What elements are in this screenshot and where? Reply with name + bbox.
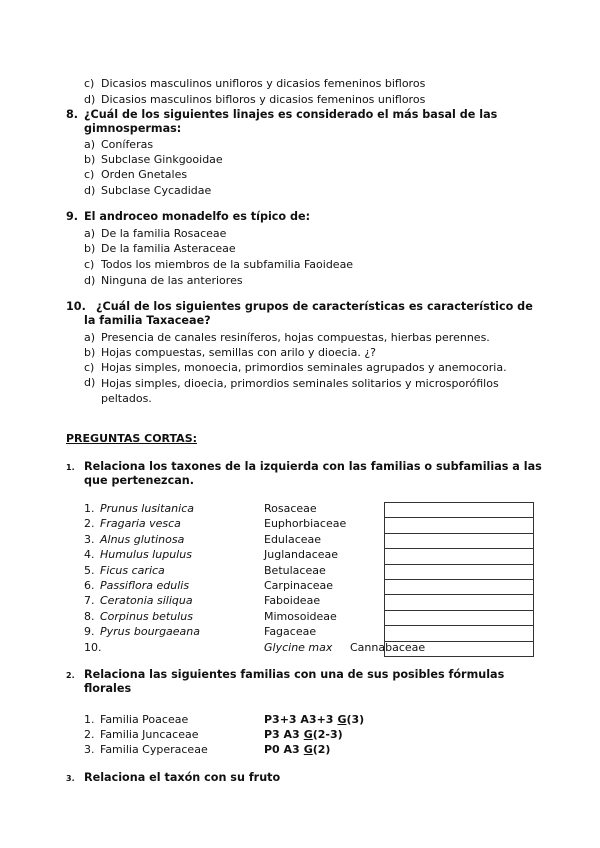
- taxon-name: Passiflora edulis: [100, 579, 190, 592]
- gynoecium-symbol: G: [303, 728, 313, 741]
- option-letter: c): [84, 361, 95, 374]
- family-name: Juglandaceae: [264, 548, 339, 562]
- question-text: Relaciona los taxones de la izquierda con las familias o subfamilias a las que pertenezcan.: [84, 460, 542, 487]
- taxon-name: Ceratonia siliqua: [100, 594, 193, 608]
- floral-formula: [264, 713, 364, 726]
- answer-row: [385, 549, 534, 564]
- option-text: De la familia Asteraceae: [101, 242, 236, 255]
- option-text: De la familia Rosaceae: [101, 227, 227, 240]
- family-name: Faboideae: [264, 594, 321, 608]
- family-name: Euphorbiaceae: [264, 517, 347, 531]
- taxon-number: 3.: [84, 532, 95, 546]
- formula-part: (2): [312, 743, 331, 756]
- taxon-number: 9.: [84, 625, 95, 639]
- formula-part: (2-3): [312, 728, 343, 741]
- option-text: Coníferas: [101, 138, 154, 151]
- option-letter: b): [84, 346, 96, 359]
- taxon-number: 5.: [84, 563, 95, 577]
- gynoecium-symbol: G: [303, 743, 313, 756]
- option-text: Presencia de canales resiníferos, hojas compuestas, hierbas perennes.: [101, 331, 490, 344]
- family-name: Familia Poaceae: [100, 713, 189, 726]
- family-name: Rosaceae: [264, 502, 317, 515]
- formula-part: (3): [346, 713, 365, 726]
- taxon-name: Glycine max: [264, 641, 333, 654]
- family-name: Mimosoideae: [264, 609, 337, 623]
- item-number: 3.: [84, 743, 95, 756]
- answer-cell[interactable]: [385, 595, 534, 610]
- option-letter: a): [84, 331, 96, 344]
- question-text: Relaciona el taxón con su fruto: [84, 771, 281, 784]
- option-text: Todos los miembros de la subfamilia Faoideae: [101, 258, 354, 271]
- option-text: Subclase Ginkgooidae: [101, 153, 223, 166]
- question-text: Relaciona las siguientes familias con una de sus posibles fórmulas florales: [84, 668, 505, 695]
- question-number: 2.: [66, 671, 75, 680]
- family-name: Cannabaceae: [350, 641, 426, 654]
- answer-row: [385, 533, 534, 548]
- answer-cell[interactable]: [385, 549, 534, 564]
- option-letter: b): [84, 242, 96, 255]
- answer-row: [385, 564, 534, 579]
- option-letter: c): [84, 168, 95, 181]
- taxon-name: Humulus lupulus: [100, 548, 192, 562]
- answer-cell[interactable]: [385, 518, 534, 533]
- formula-part: P3+3 A3+3: [264, 713, 334, 726]
- family-name: Edulaceae: [264, 532, 322, 546]
- option-letter: d): [84, 184, 96, 197]
- question-text: El androceo monadelfo es típico de:: [84, 210, 311, 223]
- question-number: 1.: [66, 463, 75, 472]
- family-name: Betulaceae: [264, 563, 326, 577]
- option-text: Hojas simples, dioecia, primordios seminales solitarios y microsporófilos peltados.: [101, 377, 499, 405]
- option-text: Dicasios masculinos bifloros y dicasios femeninos unifloros: [101, 93, 426, 106]
- option-text: Hojas simples, monoecia, primordios seminales agrupados y anemocoria.: [101, 361, 507, 374]
- taxon-number: 7.: [84, 594, 95, 608]
- answer-cell[interactable]: [385, 579, 534, 594]
- question-text: ¿Cuál de los siguientes linajes es considerado el más basal de las gimnospermas:: [84, 108, 498, 135]
- option-letter: c): [84, 258, 95, 271]
- question-number: 10.: [66, 300, 86, 313]
- option-letter: d): [84, 274, 96, 287]
- answer-cell[interactable]: [385, 564, 534, 579]
- answer-row: [385, 595, 534, 610]
- family-name: Fagaceae: [264, 625, 317, 639]
- taxon-name: Alnus glutinosa: [100, 532, 185, 546]
- answer-grid: [384, 502, 534, 657]
- taxon-number: 2.: [84, 517, 95, 531]
- option-text: Orden Gnetales: [101, 168, 188, 181]
- gynoecium-symbol: G: [337, 713, 347, 726]
- item-number: 1.: [84, 713, 95, 726]
- answer-cell[interactable]: [385, 626, 534, 641]
- option-letter: d): [84, 93, 96, 106]
- taxon-name: Fragaria vesca: [100, 517, 181, 531]
- question-text: ¿Cuál de los siguientes grupos de características es característico de la familia Taxaceae?: [84, 300, 533, 327]
- question-number: 8.: [66, 108, 79, 121]
- question-number: 3.: [66, 774, 75, 783]
- answer-row: [385, 579, 534, 594]
- family-name: Familia Juncaceae: [100, 728, 199, 741]
- answer-cell[interactable]: [385, 533, 534, 548]
- floral-formula: [264, 728, 343, 741]
- section-title: PREGUNTAS CORTAS:: [66, 432, 198, 445]
- option-letter: a): [84, 138, 96, 151]
- answer-cell[interactable]: [385, 610, 534, 625]
- answer-cell[interactable]: [385, 503, 534, 518]
- taxon-name: Corpinus betulus: [100, 609, 193, 623]
- floral-formula: [264, 743, 330, 756]
- option-letter: b): [84, 153, 96, 166]
- answer-row: [385, 518, 534, 533]
- taxon-number: 4.: [84, 548, 95, 562]
- taxon-number: 10.: [84, 641, 102, 654]
- taxon-number: 8.: [84, 609, 95, 623]
- taxon-number: 1.: [84, 502, 95, 515]
- taxon-number: 6.: [84, 579, 95, 592]
- taxon-name: Ficus carica: [100, 563, 165, 577]
- question-number: 9.: [66, 210, 79, 223]
- family-name: Familia Cyperaceae: [100, 743, 208, 756]
- formula-part: P3 A3: [264, 728, 300, 741]
- item-number: 2.: [84, 728, 95, 741]
- option-text: Ninguna de las anteriores: [101, 274, 243, 287]
- option-text: Hojas compuestas, semillas con arilo y dioecia. ¿?: [101, 346, 377, 359]
- option-text: Subclase Cycadidae: [101, 184, 212, 197]
- formula-part: P0 A3: [264, 743, 300, 756]
- option-letter: c): [84, 77, 95, 90]
- answer-row: [385, 503, 534, 518]
- taxon-name: Prunus lusitanica: [100, 502, 194, 515]
- option-letter: d): [84, 376, 96, 389]
- answer-row: [385, 610, 534, 625]
- taxon-name: Pyrus bourgaeana: [100, 625, 201, 639]
- option-letter: a): [84, 227, 96, 240]
- family-name: Carpinaceae: [264, 579, 334, 592]
- answer-row: [385, 626, 534, 641]
- option-text: Dicasios masculinos unifloros y dicasios femeninos bifloros: [101, 77, 426, 90]
